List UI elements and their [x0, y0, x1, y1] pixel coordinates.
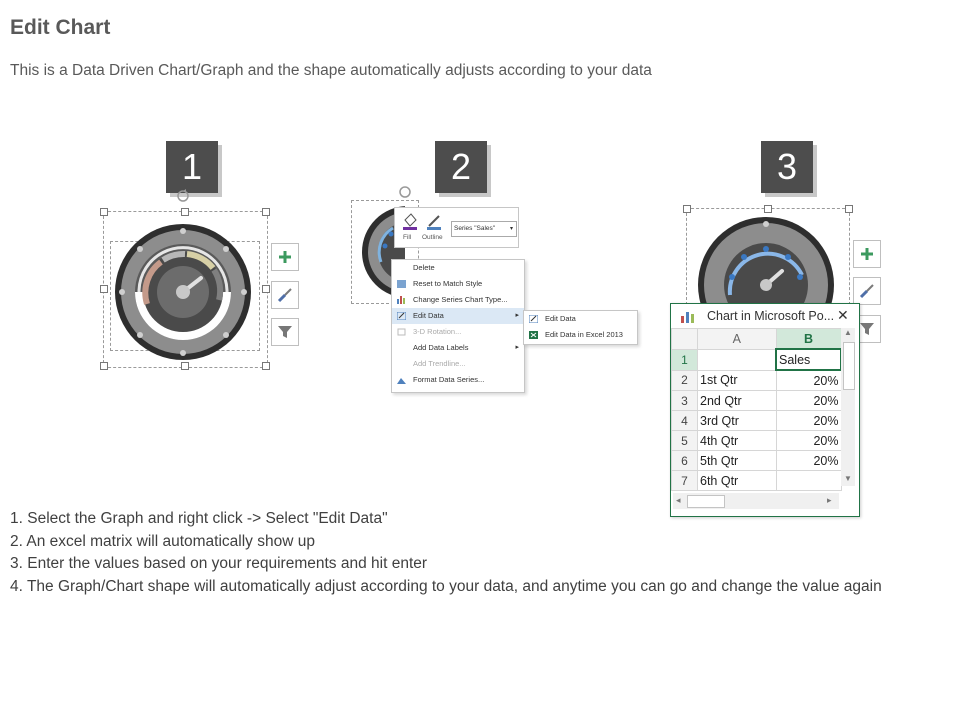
- outline-label[interactable]: Outline: [422, 234, 443, 241]
- fill-label[interactable]: Fill: [403, 234, 412, 241]
- row-header[interactable]: 2: [672, 370, 698, 391]
- cell-a3[interactable]: 2nd Qtr: [698, 391, 777, 411]
- rotation-icon: [397, 328, 406, 336]
- menu-item-format-data-series[interactable]: Format Data Series...: [392, 372, 524, 388]
- scrollbar-thumb[interactable]: [687, 495, 725, 508]
- edit-data-submenu: [523, 310, 638, 345]
- cell-b3[interactable]: 20%: [776, 391, 841, 411]
- menu-item-add-trendline: Add Trendline...: [413, 359, 466, 368]
- cell-a5[interactable]: 4th Qtr: [698, 431, 777, 451]
- cell-b2[interactable]: 20%: [776, 370, 841, 391]
- instruction-line: 2. An excel matrix will automatically show up: [10, 532, 315, 550]
- chart-styles-button[interactable]: [853, 277, 881, 305]
- menu-item-delete[interactable]: Delete: [392, 260, 524, 276]
- cell-b5[interactable]: 20%: [776, 431, 841, 451]
- step-badge-2: 2: [435, 141, 487, 193]
- scroll-right-icon[interactable]: ▸: [827, 495, 832, 505]
- context-menu: [391, 259, 525, 393]
- resize-handle[interactable]: [764, 205, 772, 213]
- cell-a6[interactable]: 5th Qtr: [698, 451, 777, 471]
- row-header[interactable]: 1: [672, 349, 698, 370]
- cell-a1[interactable]: [698, 349, 777, 370]
- cell-a4[interactable]: 3rd Qtr: [698, 411, 777, 431]
- menu-item-add-data-labels[interactable]: Add Data Labels ▸: [392, 340, 524, 356]
- paintbrush-icon: [858, 282, 876, 300]
- column-header-a[interactable]: A: [698, 329, 777, 350]
- scroll-left-icon[interactable]: ◂: [676, 495, 681, 505]
- cell-a7[interactable]: 6th Qtr: [698, 471, 777, 491]
- edit-data-icon: [397, 312, 406, 320]
- submenu-item-edit-data[interactable]: Edit Data: [524, 311, 637, 327]
- format-series-icon: [397, 376, 406, 384]
- series-select-value: Series "Sales": [454, 225, 496, 232]
- table-row: [672, 451, 842, 471]
- row-header[interactable]: 6: [672, 451, 698, 471]
- close-icon[interactable]: ✕: [837, 307, 849, 323]
- plus-icon: [859, 246, 875, 262]
- submenu-item-edit-data-excel[interactable]: Edit Data in Excel 2013: [524, 327, 637, 343]
- resize-handle[interactable]: [100, 208, 108, 216]
- resize-handle[interactable]: [262, 362, 270, 370]
- menu-item-reset-style[interactable]: Reset to Match Style: [392, 276, 524, 292]
- page-title: Edit Chart: [10, 16, 111, 39]
- step-badge-3: 3: [761, 141, 813, 193]
- menu-item-3d-rotation: 3-D Rotation...: [392, 324, 524, 340]
- filter-icon: [277, 324, 293, 340]
- filter-icon: [859, 321, 875, 337]
- menu-item-edit-data[interactable]: Edit Data ▸: [392, 308, 524, 324]
- submenu-arrow-icon: ▸: [515, 312, 519, 319]
- chart-icon: [681, 310, 695, 323]
- spreadsheet-grid: [671, 328, 842, 491]
- rotate-handle-icon[interactable]: [176, 189, 190, 203]
- table-row: [672, 471, 842, 491]
- rotate-handle-icon[interactable]: [398, 185, 412, 199]
- fill-bucket-icon[interactable]: [401, 212, 419, 230]
- chevron-down-icon: ▾: [509, 226, 513, 232]
- cell-b7[interactable]: [776, 471, 841, 491]
- resize-handle[interactable]: [181, 362, 189, 370]
- chart-filters-button[interactable]: [271, 318, 299, 346]
- instruction-line: 4. The Graph/Chart shape will automatically adjust according to your data, and anytime you can go and change the value again: [10, 577, 882, 595]
- table-row: [672, 370, 842, 391]
- chart-elements-button[interactable]: [271, 243, 299, 271]
- resize-handle[interactable]: [181, 208, 189, 216]
- table-row: [672, 411, 842, 431]
- delete-icon: [397, 264, 406, 272]
- scrollbar-thumb[interactable]: [843, 342, 855, 390]
- resize-handle[interactable]: [845, 205, 853, 213]
- row-header[interactable]: 5: [672, 431, 698, 451]
- table-row: [672, 431, 842, 451]
- page-subtitle: This is a Data Driven Chart/Graph and the shape automatically adjusts according to your data: [10, 62, 652, 79]
- resize-handle[interactable]: [262, 285, 270, 293]
- row-header[interactable]: 4: [672, 411, 698, 431]
- outline-pen-icon[interactable]: [425, 212, 443, 230]
- edit-data-icon: [529, 315, 538, 323]
- spreadsheet-title: Chart in Microsoft Po...: [707, 309, 835, 323]
- instruction-line: 3. Enter the values based on your requirements and hit enter: [10, 555, 428, 572]
- excel-icon: [529, 331, 538, 339]
- resize-handle[interactable]: [100, 285, 108, 293]
- instruction-line: 1. Select the Graph and right click -> Select "Edit Data": [10, 510, 388, 527]
- resize-handle[interactable]: [100, 362, 108, 370]
- resize-handle[interactable]: [683, 205, 691, 213]
- cell-a2[interactable]: 1st Qtr: [698, 370, 777, 391]
- plus-icon: [277, 249, 293, 265]
- horizontal-scrollbar[interactable]: [673, 493, 839, 509]
- paintbrush-icon: [276, 286, 294, 304]
- scroll-down-icon[interactable]: ▼: [844, 474, 852, 483]
- gauge-chart-1[interactable]: [113, 222, 253, 362]
- chart-elements-button[interactable]: [853, 240, 881, 268]
- submenu-arrow-icon: ▸: [515, 344, 519, 351]
- table-row: [672, 349, 842, 370]
- resize-handle[interactable]: [262, 208, 270, 216]
- gauge-chart-3[interactable]: [696, 215, 836, 303]
- column-header-b[interactable]: B: [776, 329, 841, 350]
- spreadsheet-window: [670, 303, 860, 517]
- mini-toolbar: [394, 207, 519, 248]
- step-badge-1: 1: [166, 141, 218, 193]
- reset-style-icon: [397, 280, 406, 288]
- chart-type-icon: [397, 296, 406, 304]
- row-header[interactable]: 7: [672, 471, 698, 491]
- corner-cell[interactable]: [672, 329, 698, 350]
- cell-b1[interactable]: Sales: [776, 349, 841, 370]
- table-row: [672, 391, 842, 411]
- menu-item-change-chart-type[interactable]: Change Series Chart Type...: [392, 292, 524, 308]
- chart-styles-button[interactable]: [271, 281, 299, 309]
- row-header[interactable]: 3: [672, 391, 698, 411]
- instructions: [10, 508, 940, 598]
- cell-b6[interactable]: 20%: [776, 451, 841, 471]
- series-select[interactable]: [451, 221, 517, 237]
- scroll-up-icon[interactable]: ▲: [844, 328, 852, 337]
- cell-b4[interactable]: 20%: [776, 411, 841, 431]
- vertical-scrollbar[interactable]: [841, 328, 855, 486]
